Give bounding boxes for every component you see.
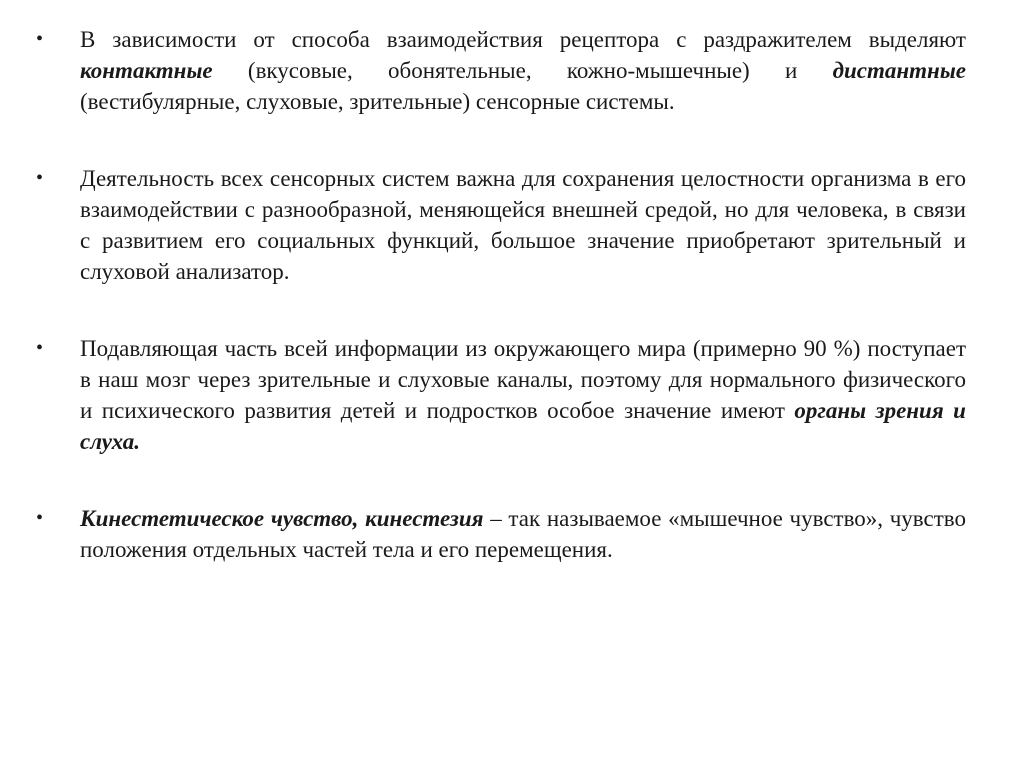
emphasis-organs: органы зрения и слуха. [80,398,966,454]
bullet-text [80,24,966,117]
bullet-marker: • [36,337,44,359]
bullet-marker: • [36,507,44,529]
text-segment: (вкусовые, обонятельные, кожно-мышечные) и [212,58,833,83]
emphasis-distant: дистантные [832,58,966,83]
bullet-marker: • [36,28,44,50]
emphasis-contact: контактные [80,58,213,83]
bullet-text [80,503,966,565]
bullet-item-kinesthesia [36,503,966,565]
bullet-marker: • [36,167,44,189]
emphasis-kinesthesia: Кинестетическое чувство, кинестезия [80,506,484,531]
text-segment: Деятельность всех сенсорных систем важна для сохранения целостности организма в его взаимодействии с разнообразной, меняющейся внешней средой, но для человека, в связи с развитием его социальных функций, большое значение приобретают зрительный и слуховой анализатор. [80,166,966,284]
text-segment: Подавляющая часть всей информации из окружающего мира (примерно 90 %) поступает в наш мозг через зрительные и слуховые каналы, поэтому для нормального физического и психического развития детей и подростков особое значение имеют [80,336,966,423]
text-segment: – так называемое «мышечное чувство», чувство положения отдельных частей тела и его перемещения. [80,506,966,562]
bullet-item-sensory-importance [36,163,966,287]
bullet-text [80,333,966,457]
bullet-item-information-channels [36,333,966,457]
bullet-item-receptor-types [36,24,966,117]
text-segment: В зависимости от способа взаимодействия рецептора с раздражителем выделяют [80,27,966,52]
bullet-text [80,163,966,287]
text-segment: (вестибулярные, слуховые, зрительные) сенсорные системы. [80,89,675,114]
bullet-list [36,24,966,611]
